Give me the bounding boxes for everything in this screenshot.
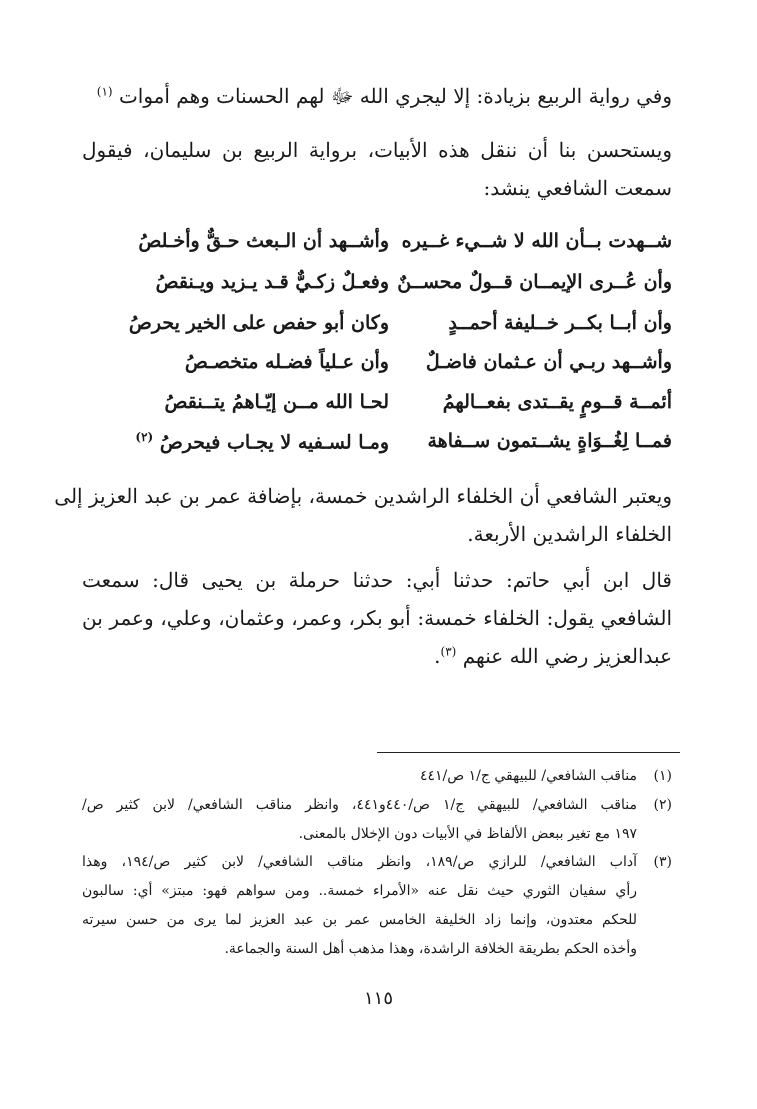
- footnote-2-number: (٢): [653, 797, 672, 813]
- footnote-ref-1: (١): [96, 84, 113, 99]
- footnote-1-number: (١): [653, 768, 672, 784]
- footnote-3-line-1: آداب الشافعي/ للرازي ص/١٨٩، وانظر مناقب الشافعي/ لابن كثير ص/١٩٤، وهذا: [82, 854, 638, 870]
- footnote-2-line-2: ١٩٧ مع تغير ببعض الألفاظ في الأبيات دون الإخلال بالمعنى.: [298, 826, 637, 842]
- para3-line-3-end: .: [434, 644, 441, 668]
- poem-verse-3-right: وأن أبــا بكــر خــليفة أحمــدٍ: [448, 312, 672, 334]
- footnote-2-line-1: مناقب الشافعي/ للبيهقي ج/١ ص/٤٤٠و٤٤١، وانظر مناقب الشافعي/ لابن كثير ص/: [82, 797, 637, 813]
- footnote-ref-3: (٣): [440, 644, 457, 659]
- footnote-3-line-4: وأخذه الحكم بطريقة الخلافة الراشدة، وهذا مذهب أهل السنة والجماعة.: [224, 941, 637, 957]
- page-number: ١١٥: [363, 988, 393, 1009]
- para3-line-3-text: عبدالعزيز رضي الله عنهم: [462, 644, 672, 668]
- poem-verse-6-left-wrap: [135, 430, 389, 453]
- footnote-ref-2: (٢): [135, 430, 154, 444]
- poem-verse-4-left: وأن عـلياً فضـله متخصـصُ: [184, 351, 389, 373]
- intro-line-1-text: وفي رواية الربيع بزيادة: إلا ليجري الله ﷻ لهم الحسنات وهم أموات: [118, 84, 672, 108]
- poem-verse-5-left: لحـا الله مــن إيّـاهمُ يتــنقصُ: [164, 391, 389, 413]
- poem-verse-6-right: فمــا لِغُــوَاةٍ يشــتمون ســفاهة: [427, 430, 672, 452]
- para3-line-1: قال ابن أبي حاتم: حدثنا أبي: حدثنا حرملة بن يحيى قال: سمعت: [82, 568, 672, 592]
- intro-line-3: سمعت الشافعي ينشد:: [483, 176, 672, 200]
- poem-verse-1-left: وأشــهد أن الـبعث حـقٌّ وأخـلصُ: [138, 230, 389, 252]
- para2-line-2: الخلفاء الراشدين الأربعة.: [467, 522, 672, 546]
- para2-line-1: ويعتبر الشافعي أن الخلفاء الراشدين خمسة، بإضافة عمر بن عبد العزيز إلى: [54, 484, 672, 508]
- intro-line-1: [97, 84, 672, 113]
- footnote-3-line-2: رأي سفيان الثوري حيث نقل عنه «الأمراء خمسة.. ومن سواهم فهو: مبتز» أي: سالبون: [82, 883, 637, 899]
- footnote-3-line-3: للحكم معتدون، وإنما زاد الخليفة الخامس عمر بن عبد العزيز لما يرى من حسن سيرته: [82, 912, 637, 928]
- poem-verse-1-right: شــهدت بــأن الله لا شــيء غــيره: [401, 230, 672, 252]
- footnote-3-number: (٣): [653, 854, 672, 870]
- poem-verse-4-right: وأشــهد ربـي أن عـثمان فاضـلٌ: [425, 351, 672, 373]
- para3-line-2: الشافعي يقول: الخلفاء خمسة: أبو بكر، وعمر، وعثمان، وعلي، وعمر بن: [82, 606, 672, 630]
- poem-verse-3-left: وكان أبو حفص على الخير يحرصُ: [128, 312, 389, 334]
- poem-verse-2-right: وأن عُــرى الإيمــان قــولٌ محســنٌ: [397, 271, 672, 293]
- poem-verse-6-left: ومـا لسـفيه لا يجـاب فيحرصُ: [159, 431, 389, 454]
- footnote-divider: [377, 752, 680, 753]
- para3-line-3: [434, 644, 672, 668]
- intro-line-2: ويستحسن بنا أن ننقل هذه الأبيات، برواية الربيع بن سليمان، فيقول: [82, 138, 672, 162]
- footnote-1-text: مناقب الشافعي/ للبيهقي ج/١ ص/٤٤١: [419, 768, 637, 784]
- poem-verse-5-right: أئمــة قــومٍ يقــتدى بفعــالهمُ: [442, 391, 672, 413]
- poem-verse-2-left: وفعـلٌ زكـيٌّ قـد يـزيد ويـنقصُ: [155, 271, 389, 293]
